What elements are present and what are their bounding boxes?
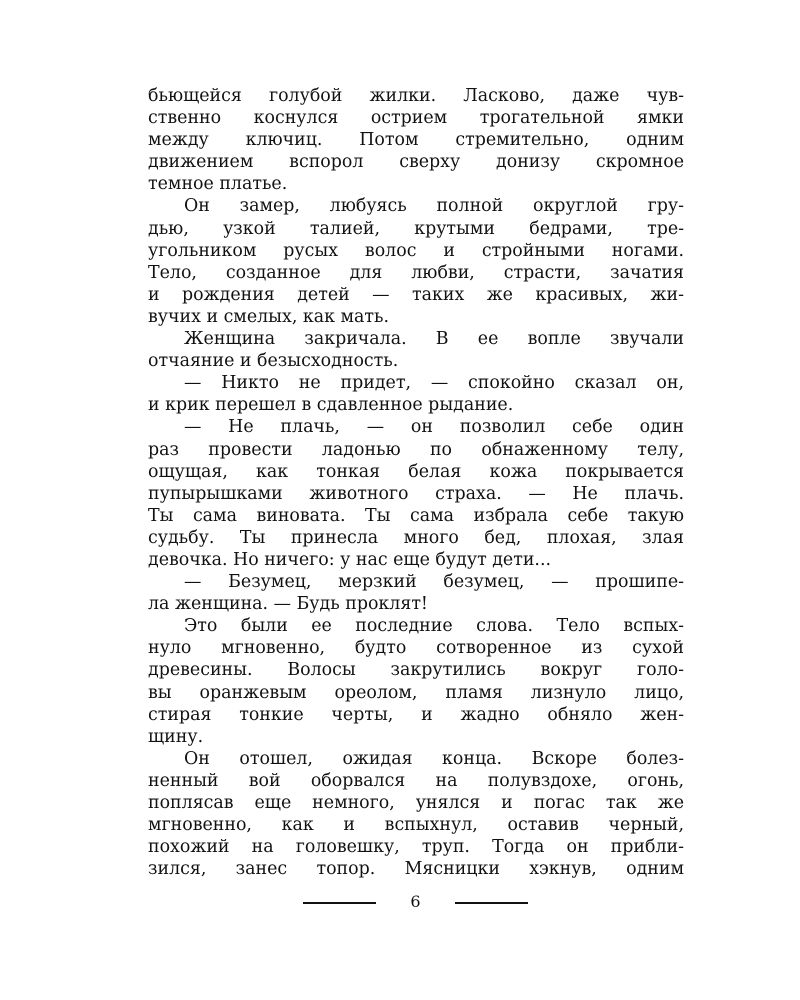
text-line: дью, узкой талией, крутыми бедрами, тре- xyxy=(148,218,684,239)
text-line: и рождения детей — таких же красивых, жи- xyxy=(148,284,684,305)
text-line: Женщина закричала. В ее вопле звучали xyxy=(184,329,684,350)
text-line: раз провести ладонью по обнаженному телу, xyxy=(148,439,684,460)
text-line: ла женщина. — Будь проклят! xyxy=(148,594,428,615)
page-number: 6 xyxy=(410,892,421,911)
body-text xyxy=(148,85,684,880)
text-line: темное платье. xyxy=(148,174,288,195)
text-line: ощущая, как тонкая белая кожа покрывается xyxy=(148,461,684,482)
text-line: — Никто не придет, — спокойно сказал он, xyxy=(184,373,684,394)
text-line: движением вспорол сверху донизу скромное xyxy=(148,152,684,173)
text-line: Он отошел, ожидая конца. Вскоре болез- xyxy=(184,748,684,769)
text-line: и крик перешел в сдавленное рыдание. xyxy=(148,395,514,416)
footer-rule-right xyxy=(455,902,528,904)
text-line: Тело, созданное для любви, страсти, зачатия xyxy=(148,262,684,283)
text-line: поплясав еще немного, унялся и погас так же xyxy=(148,793,684,813)
text-line: — Безумец, мерзкий безумец, — прошипе- xyxy=(184,572,684,593)
footer-rule-left xyxy=(303,902,376,904)
text-line: Это были ее последние слова. Тело вспых- xyxy=(184,616,684,637)
text-line: Ты сама виновата. Ты сама избрала себе такую xyxy=(148,505,684,526)
text-line: древесины. Волосы закрутились вокруг голо- xyxy=(148,660,684,681)
text-line: между ключиц. Потом стремительно, одним xyxy=(148,130,684,151)
text-line: вы оранжевым ореолом, пламя лизнуло лицо, xyxy=(148,682,684,703)
page-footer xyxy=(0,890,800,916)
text-line: вучих и смелых, как мать. xyxy=(148,306,390,327)
text-line: бьющейся голубой жилки. Ласково, даже чув- xyxy=(148,86,684,106)
text-line: — Не плачь, — он позволил себе один xyxy=(184,417,684,438)
text-line: нуло мгновенно, будто сотворенное из сухой xyxy=(148,638,684,659)
text-line: ненный вой оборвался на полувздохе, огонь, xyxy=(148,770,684,791)
text-line: стирая тонкие черты, и жадно обняло жен- xyxy=(148,704,684,725)
text-line: пупырышками животного страха. — Не плачь. xyxy=(148,483,684,504)
text-line: мгновенно, как и вспыхнул, оставив черный, xyxy=(148,815,684,836)
text-line: похожий на головешку, труп. Тогда он прибли- xyxy=(148,837,684,858)
text-line: щину. xyxy=(148,726,204,747)
text-line: отчаяние и безысходность. xyxy=(148,351,399,372)
text-line: угольником русых волос и стройными ногами. xyxy=(148,240,684,261)
text-line: зился, занес топор. Мясницки хэкнув, одним xyxy=(148,859,684,880)
text-line: ственно коснулся острием трогательной ямки xyxy=(148,108,684,129)
text-line: девочка. Но ничего: у нас еще будут дети... xyxy=(148,549,552,570)
text-line: Он замер, любуясь полной округлой гру- xyxy=(184,196,684,217)
text-line: судьбу. Ты принесла много бед, плохая, злая xyxy=(148,527,684,548)
